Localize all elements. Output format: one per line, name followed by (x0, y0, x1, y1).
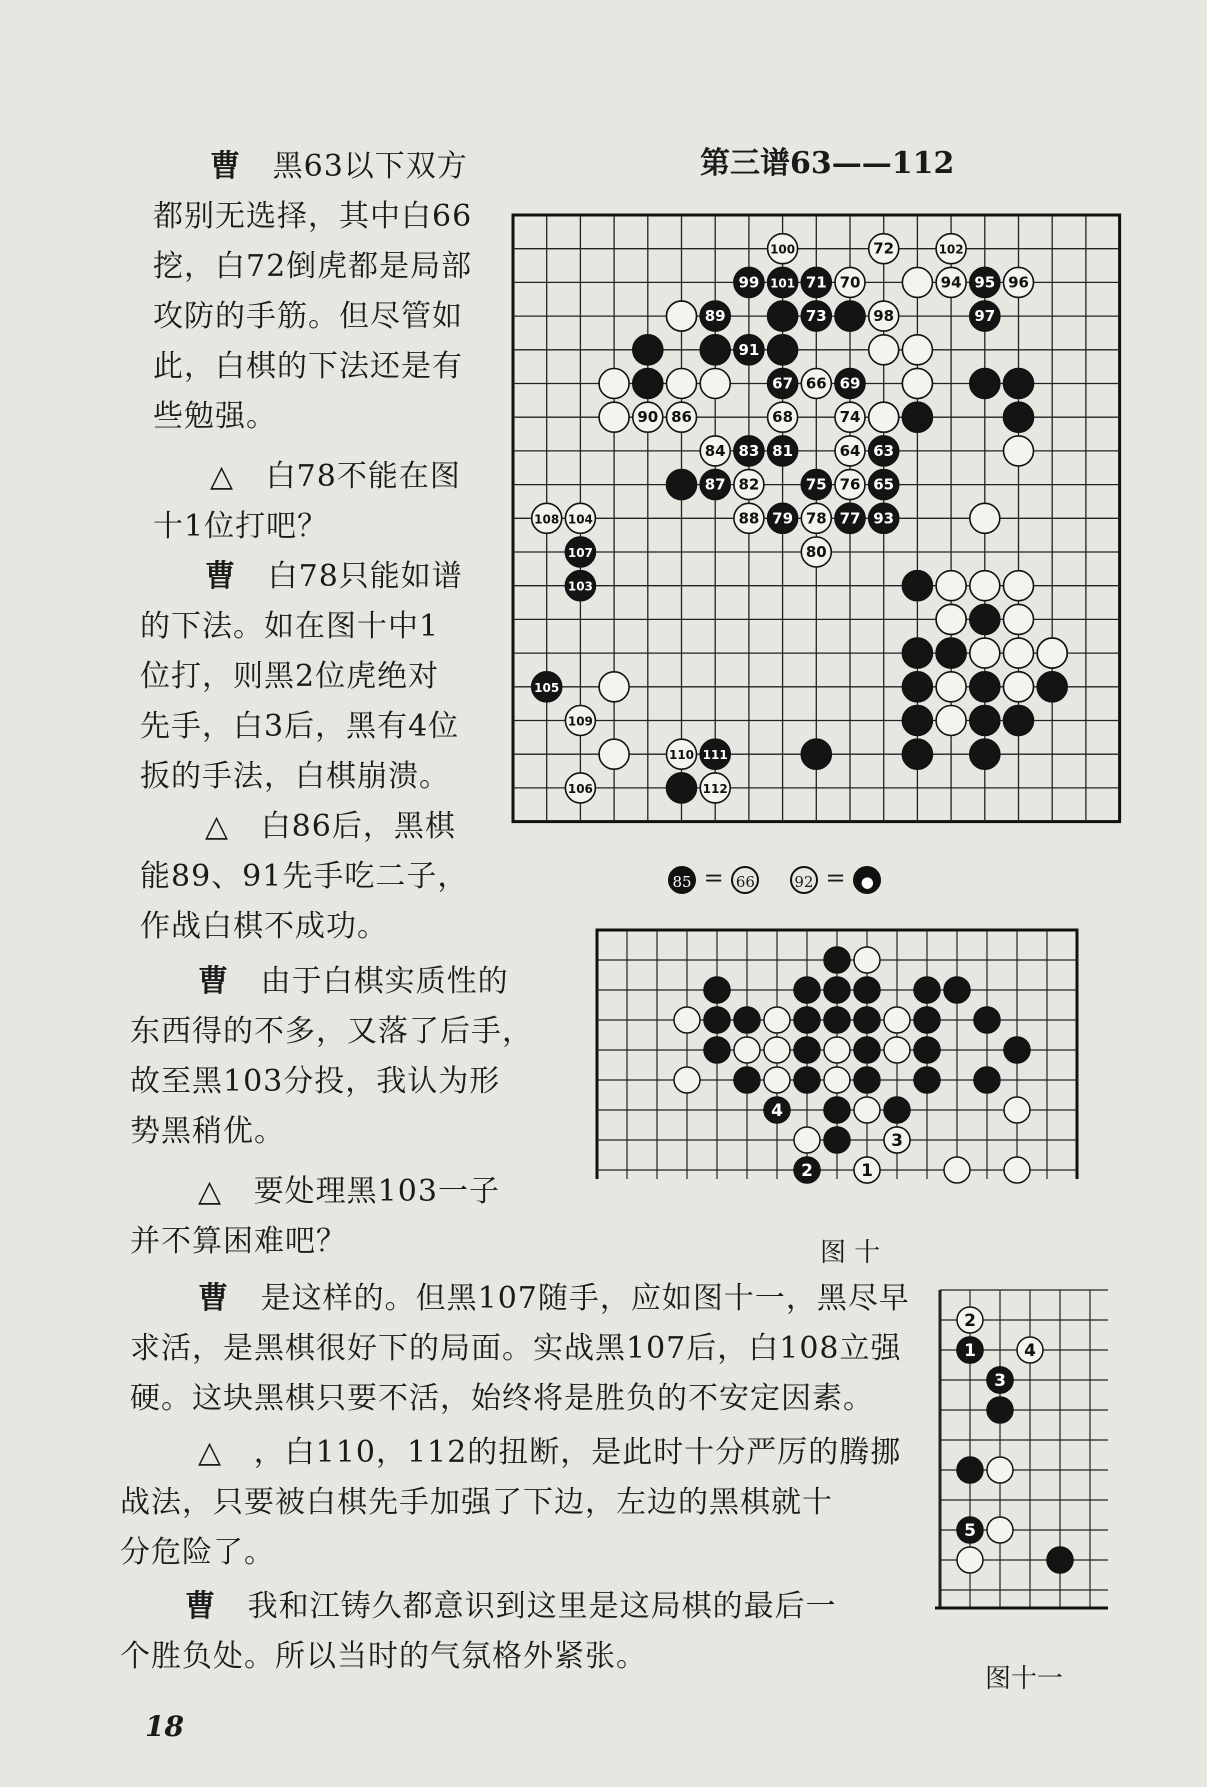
figure-10-caption: 图 十 (820, 1238, 881, 1268)
white-stone (674, 1007, 700, 1033)
white-stone (1037, 638, 1067, 668)
svg-text:65: 65 (873, 475, 895, 494)
svg-text:63: 63 (873, 441, 895, 460)
white-stone-80 (801, 537, 831, 567)
svg-text:95: 95 (974, 273, 996, 292)
black-stone-105 (532, 672, 562, 702)
svg-text:104: 104 (567, 512, 593, 527)
text-line: 先手，白3后，黑有4位 (140, 709, 460, 744)
text-line: 并不算困难吧？ (130, 1224, 347, 1259)
svg-text:102: 102 (938, 242, 964, 257)
svg-text:87: 87 (704, 475, 726, 494)
numbered-stone-4 (1017, 1337, 1043, 1363)
white-stone (674, 1067, 700, 1093)
stone-label-85: 85 (668, 866, 696, 894)
text-line: 东西得的不多，又落了后手， (130, 1014, 533, 1049)
text-line: 能89、91先手吃二子， (140, 859, 469, 894)
numbered-stone-2 (794, 1157, 820, 1183)
black-stone (768, 335, 798, 365)
white-stone-110 (667, 739, 697, 769)
white-stone (764, 1067, 790, 1093)
black-stone-75 (801, 470, 831, 500)
svg-text:3: 3 (891, 1131, 903, 1151)
paragraph-text: 黑63以下双方 (272, 149, 468, 184)
stone-label-66: 66 (731, 866, 759, 894)
black-stone-73 (801, 301, 831, 331)
black-stone (974, 1007, 1000, 1033)
paragraph-text: 白78不能在图 (265, 459, 461, 494)
speaker-mark: △ (210, 459, 235, 494)
white-stone (764, 1037, 790, 1063)
white-stone-100 (768, 234, 798, 264)
stone-label-92: 92 (790, 866, 818, 894)
black-stone-65 (869, 470, 899, 500)
white-stone (599, 369, 629, 399)
white-stone (1004, 638, 1034, 668)
black-stone (957, 1457, 983, 1483)
white-stone (700, 369, 730, 399)
white-stone (599, 402, 629, 432)
white-stone (987, 1457, 1013, 1483)
numbered-stone-1 (957, 1337, 983, 1363)
svg-text:108: 108 (534, 512, 560, 527)
equals-sign-2: = (825, 864, 846, 892)
black-stone (970, 706, 1000, 736)
black-stone (914, 1067, 940, 1093)
black-stone-67 (768, 369, 798, 399)
white-stone (1004, 571, 1034, 601)
white-stone-84 (700, 436, 730, 466)
black-stone (700, 335, 730, 365)
white-stone (599, 739, 629, 769)
svg-text:81: 81 (772, 441, 794, 460)
black-stone (768, 301, 798, 331)
black-stone (914, 1037, 940, 1063)
black-stone-81 (768, 436, 798, 466)
white-stone (902, 369, 932, 399)
black-stone (824, 1007, 850, 1033)
white-stone-68 (768, 402, 798, 432)
black-stone (902, 739, 932, 769)
white-stone (667, 301, 697, 331)
paragraph-7-first-line (198, 1282, 910, 1316)
svg-text:72: 72 (873, 239, 895, 258)
black-stone (667, 773, 697, 803)
svg-text:2: 2 (964, 1311, 976, 1331)
black-stone (734, 1067, 760, 1093)
svg-text:86: 86 (671, 408, 692, 427)
black-stone (970, 739, 1000, 769)
paragraph-1-first-line (210, 150, 468, 184)
svg-text:84: 84 (704, 441, 726, 460)
white-stone-104 (565, 503, 595, 533)
paragraph-5-first-line (198, 965, 509, 999)
numbered-stone (987, 1397, 1013, 1423)
white-stone (824, 1037, 850, 1063)
svg-text:75: 75 (805, 475, 827, 494)
text-line: 个胜负处。所以当时的气氛格外紧张。 (120, 1639, 647, 1674)
svg-text:99: 99 (738, 273, 760, 292)
numbered-stone-3 (987, 1367, 1013, 1393)
svg-text:101: 101 (770, 276, 796, 291)
svg-text:111: 111 (702, 748, 728, 763)
text-line: 十1位打吧？ (153, 509, 329, 544)
svg-text:1: 1 (861, 1161, 873, 1181)
svg-text:82: 82 (738, 475, 760, 494)
svg-text:4: 4 (1024, 1341, 1036, 1361)
black-stone-79 (768, 503, 798, 533)
paragraph-text: 是这样的。但黑107随手，应如图十一，黑尽早 (260, 1281, 910, 1316)
white-stone (970, 638, 1000, 668)
text-line: 作战白棋不成功。 (140, 909, 388, 944)
equals-sign: = (703, 864, 724, 892)
black-stone-71 (801, 267, 831, 297)
text-line: 分危险了。 (120, 1535, 275, 1570)
svg-text:68: 68 (772, 408, 794, 427)
white-stone (824, 1067, 850, 1093)
paragraph-text: 由于白棋实质性的 (260, 964, 509, 999)
white-stone-108 (532, 503, 562, 533)
black-stone (824, 1127, 850, 1153)
white-stone (987, 1517, 1013, 1543)
svg-text:91: 91 (738, 340, 760, 359)
svg-text:97: 97 (974, 307, 996, 326)
black-stone (854, 977, 880, 1003)
svg-text:64: 64 (839, 441, 861, 460)
white-stone-76 (835, 470, 865, 500)
white-stone (869, 402, 899, 432)
text-line: 战法，只要被白棋先手加强了下边，左边的黑棋就十 (120, 1485, 833, 1520)
white-stone (936, 672, 966, 702)
text-line: 硬。这块黑棋只要不活，始终将是胜负的不安定因素。 (130, 1381, 874, 1416)
svg-text:2: 2 (801, 1161, 813, 1181)
speaker-mark: 曹 (185, 1589, 216, 1624)
black-stone (902, 706, 932, 736)
black-stone-93 (869, 503, 899, 533)
white-stone (764, 1007, 790, 1033)
black-stone (902, 638, 932, 668)
white-stone (1004, 1097, 1030, 1123)
stone-marked-black: ● (853, 866, 881, 894)
paragraph-text: 白78只能如谱 (267, 559, 463, 594)
page-number: 18 (145, 1710, 184, 1743)
white-stone-88 (734, 503, 764, 533)
white-stone-102 (936, 234, 966, 264)
white-stone-109 (565, 706, 595, 736)
svg-text:112: 112 (702, 781, 728, 796)
white-stone (869, 335, 899, 365)
white-stone (1004, 436, 1034, 466)
speaker-mark: △ (205, 809, 230, 844)
white-stone-86 (667, 402, 697, 432)
black-stone (1037, 672, 1067, 702)
text-line: 求活，是黑棋很好下的局面。实战黑107后，白108立强 (130, 1331, 902, 1366)
black-stone (936, 638, 966, 668)
text-line: 位打，则黑2位虎绝对 (140, 659, 440, 694)
white-stone (1004, 1157, 1030, 1183)
white-stone (794, 1127, 820, 1153)
black-stone (902, 571, 932, 601)
svg-text:67: 67 (772, 374, 794, 393)
white-stone-74 (835, 402, 865, 432)
black-stone-107 (565, 537, 595, 567)
white-stone (902, 335, 932, 365)
svg-text:90: 90 (637, 408, 659, 427)
numbered-stone-2 (957, 1307, 983, 1333)
svg-text:98: 98 (873, 307, 895, 326)
white-stone (1004, 672, 1034, 702)
white-stone (884, 1037, 910, 1063)
text-line: 挖，白72倒虎都是局部 (153, 249, 473, 284)
black-stone (824, 977, 850, 1003)
paragraph-text: 白86后，黑棋 (260, 809, 456, 844)
go-board-figure-11 (940, 1280, 1130, 1620)
text-line: 些勉强。 (153, 399, 277, 434)
paragraph-4-first-line (205, 810, 456, 844)
svg-text:83: 83 (738, 441, 760, 460)
black-stone (1047, 1547, 1073, 1573)
speaker-mark: 曹 (198, 964, 229, 999)
black-stone-89 (700, 301, 730, 331)
white-stone (884, 1007, 910, 1033)
white-stone-64 (835, 436, 865, 466)
black-stone (854, 1037, 880, 1063)
white-stone-78 (801, 503, 831, 533)
black-stone (667, 470, 697, 500)
paragraph-8-first-line (198, 1436, 901, 1470)
white-stone-112 (700, 773, 730, 803)
speaker-mark: △ (198, 1435, 223, 1470)
svg-text:76: 76 (839, 475, 861, 494)
svg-text:89: 89 (704, 307, 726, 326)
black-stone (633, 335, 663, 365)
text-line: 扳的手法，白棋崩溃。 (140, 759, 450, 794)
white-stone-94 (936, 267, 966, 297)
black-stone (794, 1067, 820, 1093)
black-stone-77 (835, 503, 865, 533)
svg-text:70: 70 (839, 273, 861, 292)
white-stone-90 (633, 402, 663, 432)
numbered-stone-5 (957, 1517, 983, 1543)
black-stone (970, 604, 1000, 634)
svg-text:109: 109 (567, 714, 593, 729)
black-stone-95 (970, 267, 1000, 297)
white-stone-106 (565, 773, 595, 803)
svg-text:78: 78 (805, 509, 827, 528)
black-stone (854, 1007, 880, 1033)
black-stone (944, 977, 970, 1003)
black-stone (914, 1007, 940, 1033)
svg-text:88: 88 (738, 509, 760, 528)
black-stone (970, 672, 1000, 702)
black-stone (854, 1067, 880, 1093)
speaker-mark: △ (198, 1174, 223, 1209)
white-stone-98 (869, 301, 899, 331)
black-stone (824, 1097, 850, 1123)
svg-text:77: 77 (839, 509, 861, 528)
black-stone (794, 977, 820, 1003)
svg-text:105: 105 (534, 680, 560, 695)
black-stone (884, 1097, 910, 1123)
numbered-stone-1 (854, 1157, 880, 1183)
black-stone (801, 739, 831, 769)
white-stone (936, 571, 966, 601)
paragraph-9-first-line (185, 1590, 837, 1624)
text-line: 都别无选择，其中白66 (153, 199, 473, 234)
paragraph-2-first-line (210, 460, 461, 494)
black-stone-101 (768, 267, 798, 297)
paragraph-text: 我和江铸久都意识到这里是这局棋的最后一 (247, 1589, 837, 1624)
numbered-stone-3 (884, 1127, 910, 1153)
black-stone (1004, 402, 1034, 432)
white-stone-82 (734, 470, 764, 500)
paragraph-text: 要处理黑103一子 (253, 1174, 500, 1209)
text-line: 势黑稍优。 (130, 1114, 285, 1149)
white-stone-96 (1004, 267, 1034, 297)
svg-text:4: 4 (771, 1101, 783, 1121)
black-stone-69 (835, 369, 865, 399)
svg-text:74: 74 (839, 408, 861, 427)
svg-text:107: 107 (567, 546, 593, 560)
paragraph-6-first-line (198, 1175, 500, 1209)
black-stone-111 (700, 739, 730, 769)
svg-text:106: 106 (567, 781, 593, 796)
svg-text:1: 1 (964, 1341, 976, 1361)
black-stone (704, 1037, 730, 1063)
speaker-mark: 曹 (210, 149, 241, 184)
svg-text:3: 3 (994, 1371, 1006, 1391)
black-stone-99 (734, 267, 764, 297)
svg-text:71: 71 (805, 273, 827, 292)
black-stone (974, 1067, 1000, 1093)
svg-text:110: 110 (668, 748, 695, 763)
white-stone (970, 503, 1000, 533)
black-stone-97 (970, 301, 1000, 331)
black-stone (1004, 369, 1034, 399)
white-stone (936, 604, 966, 634)
text-line: 此，白棋的下法还是有 (153, 349, 463, 384)
white-stone (599, 672, 629, 702)
white-stone-72 (869, 234, 899, 264)
paragraph-3-first-line (205, 560, 463, 594)
svg-text:5: 5 (964, 1521, 976, 1541)
white-stone (944, 1157, 970, 1183)
go-board-figure-10 (594, 927, 1124, 1207)
speaker-mark: 曹 (198, 1281, 229, 1316)
black-stone (633, 369, 663, 399)
speaker-mark: 曹 (205, 559, 236, 594)
svg-text:100: 100 (770, 242, 796, 257)
black-stone (704, 977, 730, 1003)
svg-text:96: 96 (1008, 273, 1029, 292)
white-stone (1004, 604, 1034, 634)
capture-note (668, 864, 881, 894)
black-stone (1004, 1037, 1030, 1063)
black-stone (794, 1007, 820, 1033)
figure-11-caption: 图十一 (985, 1664, 1064, 1694)
white-stone (970, 571, 1000, 601)
black-stone (835, 301, 865, 331)
black-stone-91 (734, 335, 764, 365)
black-stone (734, 1007, 760, 1033)
svg-text:80: 80 (805, 543, 827, 561)
svg-text:73: 73 (805, 307, 827, 326)
text-line: 攻防的手筋。但尽管如 (153, 299, 463, 334)
white-stone-70 (835, 267, 865, 297)
white-stone (667, 369, 697, 399)
text-line: 的下法。如在图十中1 (140, 609, 440, 644)
black-stone (902, 402, 932, 432)
black-stone-87 (700, 470, 730, 500)
text-line: 故至黑103分投，我认为形 (130, 1064, 501, 1099)
white-stone (854, 947, 880, 973)
svg-text:103: 103 (567, 579, 593, 594)
black-stone-63 (869, 436, 899, 466)
white-stone (902, 267, 932, 297)
white-stone (734, 1037, 760, 1063)
svg-text:93: 93 (873, 509, 895, 528)
paragraph-text: ，白110，112的扭断，是此时十分严厉的腾挪 (253, 1435, 902, 1470)
black-stone (794, 1037, 820, 1063)
white-stone (936, 706, 966, 736)
svg-text:94: 94 (940, 273, 962, 292)
white-stone (854, 1097, 880, 1123)
svg-text:79: 79 (772, 509, 794, 528)
black-stone (970, 369, 1000, 399)
svg-text:69: 69 (839, 374, 861, 393)
white-stone (957, 1547, 983, 1573)
svg-text:66: 66 (805, 374, 827, 393)
black-stone-83 (734, 436, 764, 466)
black-stone (1004, 706, 1034, 736)
go-board-main-diagram (510, 205, 1135, 825)
numbered-stone-4 (764, 1097, 790, 1123)
black-stone (824, 947, 850, 973)
white-stone-66 (801, 369, 831, 399)
figure-title: 第三谱63——112 (700, 146, 955, 181)
black-stone (914, 977, 940, 1003)
black-stone-103 (565, 571, 595, 601)
black-stone (704, 1007, 730, 1033)
black-stone (902, 672, 932, 702)
